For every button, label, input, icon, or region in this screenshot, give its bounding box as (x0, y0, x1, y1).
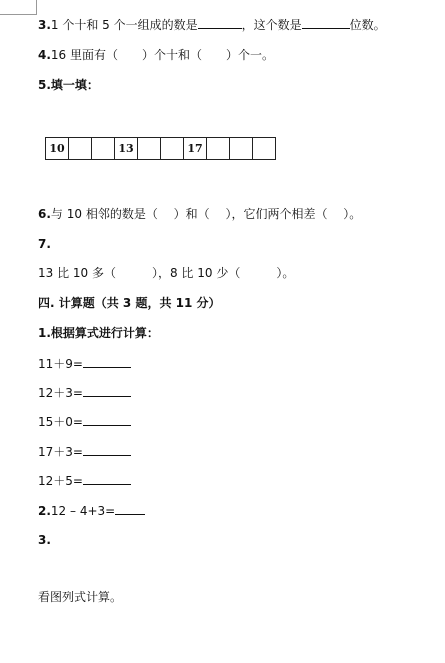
calc-question-1 (38, 326, 159, 340)
calc-item (38, 356, 131, 371)
answer-blank[interactable] (115, 503, 145, 515)
question-4 (38, 48, 274, 62)
calc-question-3 (38, 533, 51, 547)
number-line-table (45, 137, 276, 160)
question-number: 5. (38, 78, 51, 92)
question-text: 根据算式进行计算： (50, 326, 159, 340)
calc-expression: 12＋3= (38, 386, 83, 400)
calc-expression: 12 – 4+3= (50, 504, 116, 518)
question-6 (38, 207, 361, 221)
calc-expression: 15＋0= (38, 415, 83, 429)
question-number: 7. (38, 237, 51, 251)
question-text: 13 比 10 多（ ），8 比 10 少（ ）。 (38, 266, 295, 280)
question-3 (38, 17, 386, 32)
answer-blank[interactable] (83, 356, 131, 368)
question-text: 填一填： (50, 78, 99, 92)
calc-expression: 12＋5= (38, 474, 83, 488)
question-text: 与 10 相邻的数是（ ）和（ ），它们两个相差（ ）。 (50, 207, 362, 221)
number-cell[interactable] (138, 138, 161, 160)
number-cell: 17 (184, 138, 207, 160)
question-number: 4. (38, 48, 51, 62)
number-cell: 10 (46, 138, 69, 160)
answer-blank[interactable] (83, 414, 131, 426)
question-5 (38, 78, 99, 92)
answer-blank[interactable] (83, 385, 131, 397)
question-number: 6. (38, 207, 51, 221)
question-text: 看图列式计算。 (38, 590, 123, 604)
answer-blank[interactable] (83, 473, 131, 485)
answer-blank[interactable] (198, 17, 242, 29)
calc-question-3-text (38, 590, 122, 604)
question-number: 1. (38, 326, 51, 340)
calc-item (38, 444, 131, 459)
page-corner-mark (0, 0, 37, 15)
calc-item (38, 414, 131, 429)
section-4-title: 四. 计算题（共 3 题，共 11 分） (38, 296, 221, 310)
calc-item (38, 385, 131, 400)
calc-question-2 (38, 503, 145, 518)
number-cell[interactable] (92, 138, 115, 160)
question-number: 3. (38, 18, 51, 32)
question-7-text (38, 266, 294, 280)
calc-expression: 11＋9= (38, 357, 83, 371)
question-number: 2. (38, 504, 51, 518)
number-cell[interactable] (230, 138, 253, 160)
number-cell[interactable] (253, 138, 276, 160)
question-number: 3. (38, 533, 51, 547)
question-7 (38, 237, 51, 251)
question-text: ，这个数是 (241, 18, 302, 32)
question-text: 位数。 (349, 18, 386, 32)
answer-blank[interactable] (302, 17, 350, 29)
number-cell: 13 (115, 138, 138, 160)
calc-item (38, 473, 131, 488)
number-cell[interactable] (161, 138, 184, 160)
answer-blank[interactable] (83, 444, 131, 456)
calc-expression: 17＋3= (38, 445, 83, 459)
question-text: 16 里面有（ ）个十和（ ）个一。 (50, 48, 275, 62)
number-cell[interactable] (207, 138, 230, 160)
question-text: 1 个十和 5 个一组成的数是 (50, 18, 198, 32)
number-cell[interactable] (69, 138, 92, 160)
